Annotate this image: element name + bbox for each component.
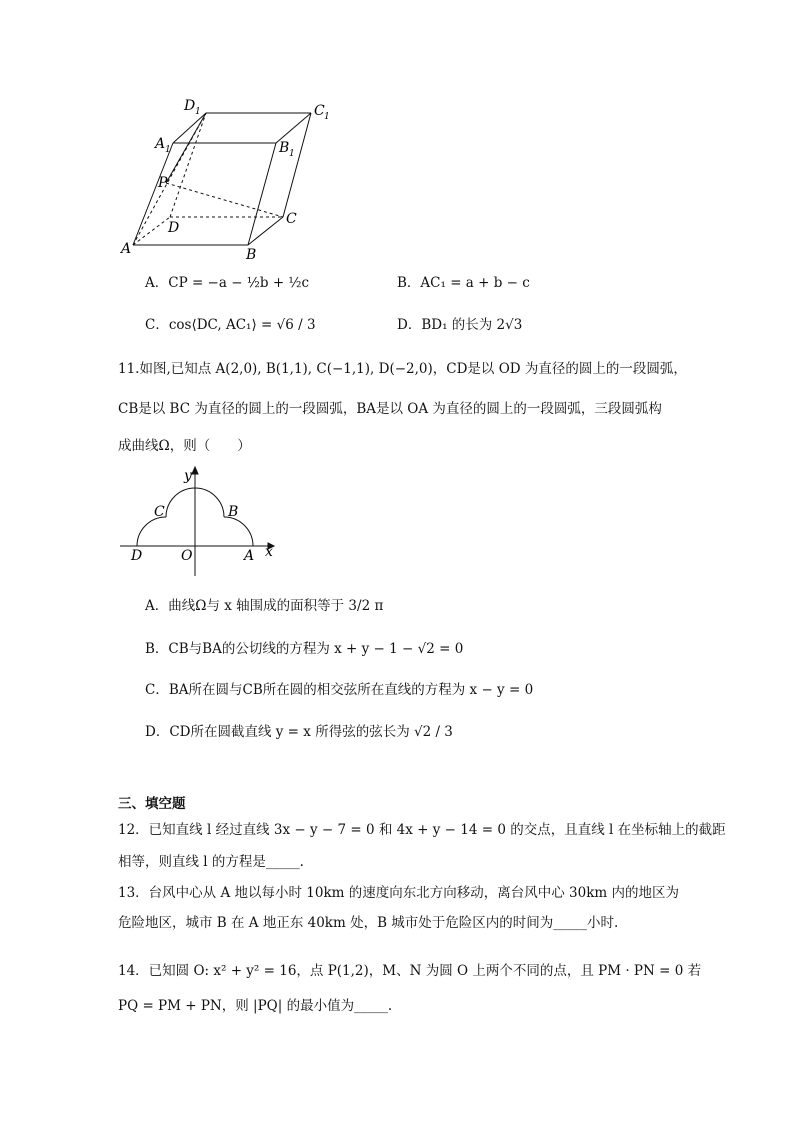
q11-option-c: C．BA所在圆与CB所在圆的相交弦所在直线的方程为 x − y = 0 [145, 682, 534, 698]
point-C-label: C [154, 504, 165, 520]
label-C1: C [314, 103, 325, 119]
label-C: C [286, 211, 297, 227]
label-B: B [246, 247, 257, 263]
point-A-label: A [244, 548, 255, 564]
point-D-label: D [131, 548, 143, 564]
q14-line2: PQ = PM + PN，则 |PQ| 的最小值为_____. [118, 998, 393, 1014]
origin-O-label: O [181, 548, 193, 564]
q13-line1: 13．台风中心从 A 地以每小时 10km 的速度向东北方向移动，离台风中心 30km 内的地区为 [118, 885, 679, 901]
section-heading: 三、填空题 [118, 796, 186, 812]
q11-line1: 11.如图,已知点 A(2,0), B(1,1), C(−1,1), D(−2,0)，CD是以 OD 为直径的圆上的一段圆弧， [118, 361, 687, 377]
label-C1-sub: 1 [324, 112, 330, 122]
q11-line2: CB是以 BC 为直径的圆上的一段圆弧，BA是以 OA 为直径的圆上的一段圆弧，三段圆弧构 [118, 401, 662, 417]
label-A1: A [155, 136, 166, 152]
label-P: P [158, 175, 168, 191]
q12-line1: 12．已知直线 l 经过直线 3x − y − 7 = 0 和 4x + y − 14 = 0 的交点，且直线 l 在坐标轴上的截距 [118, 822, 726, 838]
q11-option-a: A．曲线Ω与 x 轴围成的面积等于 3/2 π [145, 598, 384, 614]
q11-line3: 成曲线Ω，则（ ） [118, 438, 251, 454]
parallelepiped-figure [118, 95, 348, 265]
q10-option-a: A．CP = −a − ½b + ½c [145, 275, 310, 291]
q11-option-b: B．CB与BA的公切线的方程为 x + y − 1 − √2 = 0 [145, 641, 464, 657]
label-B1: B [279, 140, 290, 156]
label-A1-sub: 1 [165, 145, 171, 155]
q12-line2: 相等，则直线 l 的方程是_____. [118, 854, 304, 870]
point-B-label: B [228, 504, 239, 520]
q14-line1: 14．已知圆 O: x² + y² = 16，点 P(1,2)，M、N 为圆 O 上两个不同的点，且 PM · PN = 0 若 [118, 963, 702, 979]
label-A: A [121, 241, 132, 257]
q10-option-d: D．BD₁ 的长为 2√3 [397, 317, 523, 333]
curve-omega-figure [118, 462, 288, 582]
q13-line2: 危险地区，城市 B 在 A 地正东 40km 处，B 城市处于危险区内的时间为_____小时. [118, 915, 619, 931]
label-D: D [168, 220, 180, 236]
axis-x-label: x [265, 544, 273, 560]
axis-y-label: y [184, 468, 192, 484]
q11-option-d: D．CD所在圆截直线 y = x 所得弦的弦长为 √2 / 3 [145, 724, 453, 740]
label-D1-sub: 1 [195, 107, 201, 117]
q10-option-c: C．cos⟨DC, AC₁⟩ = √6 / 3 [145, 317, 316, 333]
label-B1-sub: 1 [289, 149, 295, 159]
label-D1: D [184, 98, 196, 114]
q10-option-b: B．AC₁ = a + b − c [397, 275, 530, 291]
